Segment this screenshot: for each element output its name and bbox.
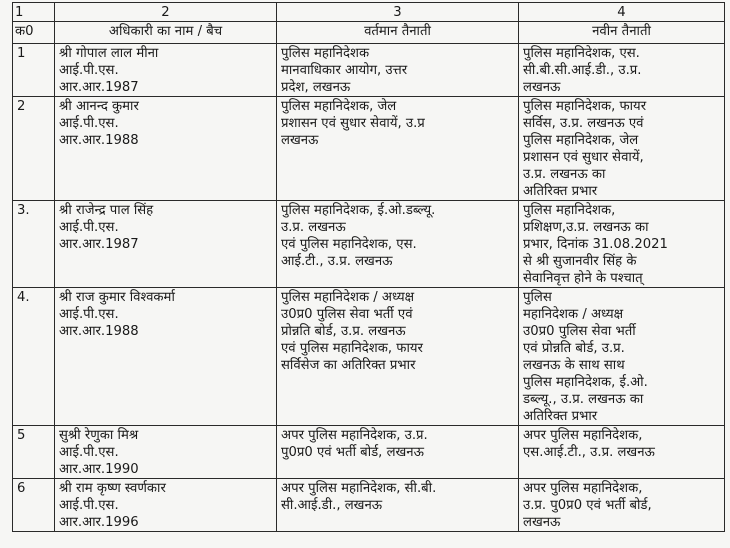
cell-line: श्री गोपाल लाल मीना [59,46,159,61]
new-posting-cell [519,44,725,97]
cell-line: अपर पुलिस महानिदेशक, [523,428,643,443]
cell-line: आर.आर.1990 [59,462,139,477]
cell-line: श्री आनन्द कुमार [59,99,139,114]
cell-line: उ0प्र0 पुलिस सेवा भर्ती एवं [281,307,413,322]
table-row [13,426,725,479]
cell-line: सेवानिवृत्त होने के पश्चात् [523,271,643,286]
current-posting-cell [277,201,519,288]
cell-line: आई.पी.एस. [59,498,119,513]
cell-line: सर्विस, उ.प्र. लखनऊ एवं [523,116,644,131]
new-posting-cell [519,201,725,288]
cell-line: पुलिस महानिदेशक, जेल [523,133,639,148]
cell-line: प्रोन्नति बोर्ड, उ.प्र. लखनऊ [281,324,406,339]
cell-line: एवं पुलिस महानिदेशक, फायर [281,341,423,356]
cell-line: आई.पी.एस. [59,445,119,460]
cell-line: पुलिस महानिदेशक [281,46,370,61]
cell-line: एवं प्रोन्नति बोर्ड, उ.प्र. [523,341,625,356]
cell-line: उ.प्र. लखनऊ का [523,167,606,182]
cell-line: पुलिस महानिदेशक, एस. [523,46,640,61]
cell-line: आई.पी.एस. [59,63,119,78]
column-number-4: 4 [519,3,725,22]
serial-number-cell: 2 [13,97,55,201]
cell-line: प्रशासन एवं सुधार सेवायें, [523,150,644,165]
cell-line: श्री राम कृष्ण स्वर्णकार [59,481,166,496]
cell-line: प्रशासन एवं सुधार सेवायें, उ.प्र [281,116,425,131]
new-posting-cell [519,426,725,479]
cell-line: सुश्री रेणुका मिश्र [59,428,139,443]
cell-line: अतिरिक्त प्रभार [523,184,598,199]
cell-line: लखनऊ [523,80,561,95]
serial-number-cell: 6 [13,479,55,532]
officer-name-cell [55,97,277,201]
serial-number-cell: 3. [13,201,55,288]
serial-number-cell: 1 [13,44,55,97]
cell-line: पुलिस महानिदेशक, फायर [523,99,647,114]
cell-line: अतिरिक्त प्रभार [523,409,598,424]
table-row [13,288,725,426]
current-posting-cell [277,288,519,426]
cell-line: सी.बी.सी.आई.डी., उ.प्र. [523,63,642,78]
cell-line: एवं पुलिस महानिदेशक, एस. [281,237,417,252]
cell-line: लखनऊ [281,133,319,148]
current-posting-cell [277,44,519,97]
cell-line: पुलिस महानिदेशक, जेल [281,99,397,114]
cell-line: से श्री सुजानवीर सिंह के [523,254,637,269]
serial-number-cell: 5 [13,426,55,479]
cell-line: पुलिस महानिदेशक, ई.ओ. [523,375,648,390]
cell-line: आर.आर.1996 [59,515,139,530]
officer-name-cell [55,201,277,288]
current-posting-cell [277,479,519,532]
table-row [13,44,725,97]
cell-line: आई.पी.एस. [59,116,119,131]
cell-line: श्री राजेन्द्र पाल सिंह [59,203,154,218]
header-row [13,22,725,44]
cell-line: उ.प्र. पु0प्र0 एवं भर्ती बोर्ड, [523,498,652,513]
cell-line: श्री राज कुमार विश्वकर्मा [59,290,175,305]
cell-line: अपर पुलिस महानिदेशक, [523,481,643,496]
cell-line: प्रदेश, लखनऊ [281,80,351,95]
cell-line: आर.आर.1988 [59,324,139,339]
cell-line: लखनऊ [523,515,561,530]
cell-line: मानवाधिकार आयोग, उत्तर [281,63,408,78]
cell-line: आई.पी.एस. [59,307,119,322]
cell-line: आर.आर.1987 [59,237,139,252]
column-number-3: 3 [277,3,519,22]
cell-line: एस.आई.टी., उ.प्र. लखनऊ [523,445,655,460]
cell-line: डब्ल्यू., उ.प्र. लखनऊ का [523,392,644,407]
serial-number-cell: 4. [13,288,55,426]
cell-line: पुलिस महानिदेशक, ई.ओ.डब्ल्यू. [281,203,436,218]
cell-line: आर.आर.1987 [59,80,139,95]
table-row [13,201,725,288]
column-number-row [13,3,725,22]
cell-line: आई.टी., उ.प्र. लखनऊ [281,254,393,269]
new-posting-cell [519,288,725,426]
table-row [13,479,725,532]
header-new-posting: नवीन तैनाती [519,22,725,44]
cell-line: पुलिस महानिदेशक / अध्यक्ष [281,290,415,305]
cell-line: पुलिस [523,290,552,305]
officer-name-cell [55,426,277,479]
officer-name-cell [55,479,277,532]
cell-line: उ0प्र0 पुलिस सेवा भर्ती [523,324,636,339]
cell-line: आई.पी.एस. [59,220,119,235]
posting-table-body [13,3,725,532]
cell-line: पुलिस महानिदेशक, [523,203,616,218]
cell-line: उ.प्र. लखनऊ [281,220,346,235]
cell-line: आर.आर.1988 [59,133,139,148]
officer-name-cell [55,44,277,97]
column-number-2: 2 [55,3,277,22]
current-posting-cell [277,426,519,479]
officer-name-cell [55,288,277,426]
header-current-posting: वर्तमान तैनाती [277,22,519,44]
cell-line: अपर पुलिस महानिदेशक, सी.बी. [281,481,437,496]
cell-line: महानिदेशक / अध्यक्ष [523,307,624,322]
current-posting-cell [277,97,519,201]
header-officer-name-batch: अधिकारी का नाम / बैच [55,22,277,44]
cell-line: पु0प्र0 एवं भर्ती बोर्ड, लखनऊ [281,445,424,460]
table-row [13,97,725,201]
new-posting-cell [519,97,725,201]
cell-line: सर्विसेज का अतिरिक्त प्रभार [281,358,416,373]
cell-line: सी.आई.डी., लखनऊ [281,498,383,513]
cell-line: अपर पुलिस महानिदेशक, उ.प्र. [281,428,428,443]
cell-line: लखनऊ के साथ साथ [523,358,625,373]
header-serial-number: क0 [13,22,55,44]
cell-line: प्रशिक्षण,उ.प्र. लखनऊ का [523,220,649,235]
cell-line: प्रभार, दिनांक 31.08.2021 [523,237,668,252]
column-number-1: 1 [13,3,55,22]
posting-table [12,2,725,532]
new-posting-cell [519,479,725,532]
